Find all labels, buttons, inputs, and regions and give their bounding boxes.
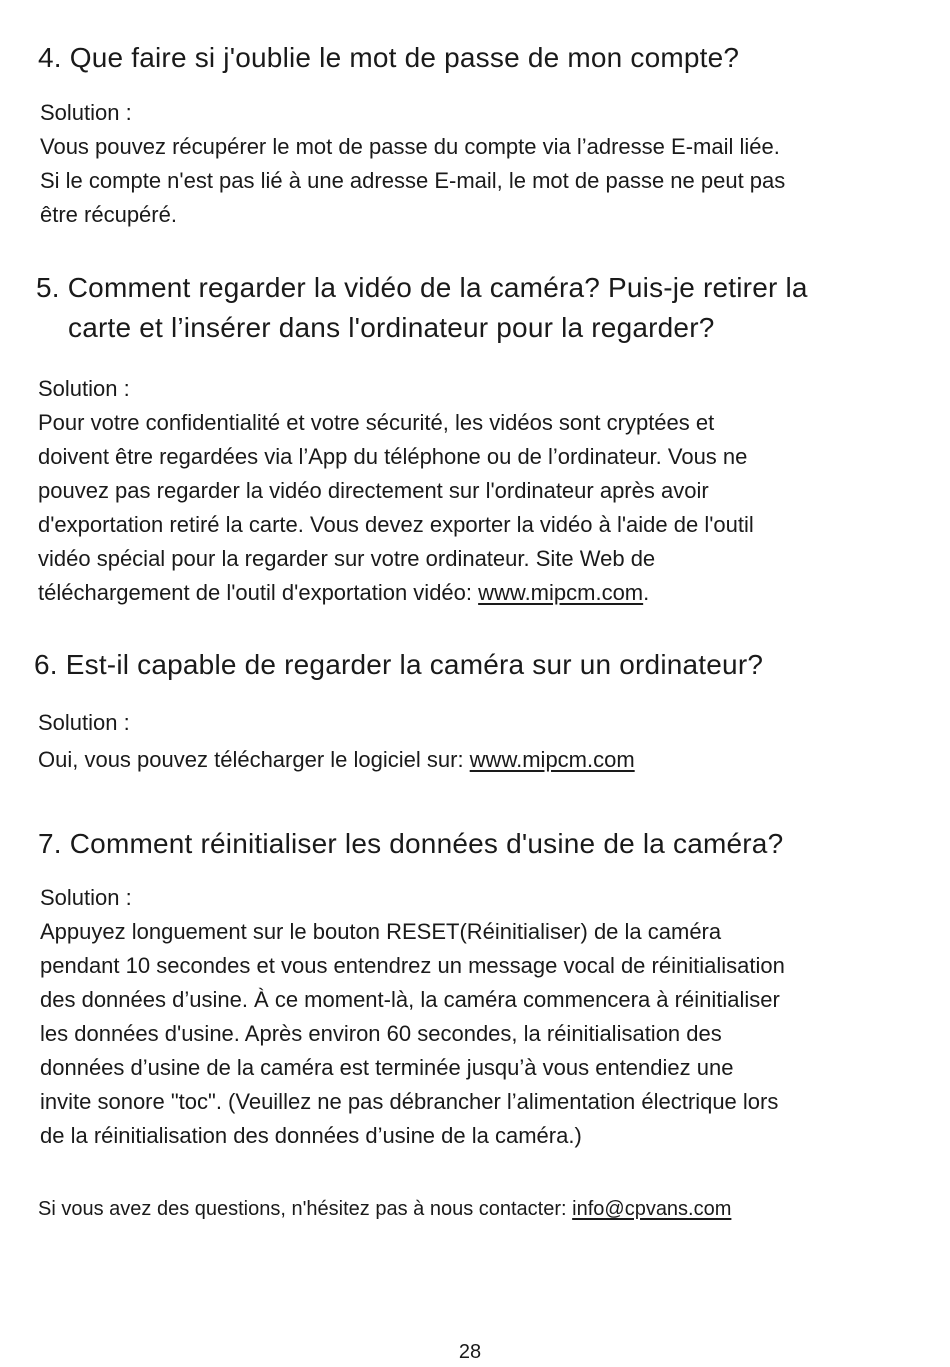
answer-text-suffix: . [643,580,650,605]
contact-email-link[interactable]: info@cpvans.com [572,1198,732,1220]
contact-note [38,1194,731,1224]
section-6-heading [34,645,763,685]
section-7-title: Comment réinitialiser les données d'usine de la caméra? [69,828,784,859]
answer-line-with-link [38,743,918,777]
answer-text: téléchargement de l'outil d'exportation vidéo: [38,580,479,605]
section-4-solution-label: Solution : [40,100,132,125]
contact-text: Si vous avez des questions, n'hésitez pas à nous contacter: [38,1198,573,1220]
section-7-answer [40,915,920,1153]
section-7-heading [38,824,783,864]
answer-line: doivent être regardées via l’App du téléphone ou de l’ordinateur. Vous ne [38,444,748,469]
mipcm-link[interactable]: www.mipcm.com [469,747,635,772]
answer-text: Oui, vous pouvez télécharger le logiciel sur: [38,747,470,772]
page-number: 28 [458,1341,482,1363]
answer-line: données d’usine de la caméra est terminée jusqu’à vous entendiez une [40,1055,734,1080]
answer-line: Vous pouvez récupérer le mot de passe du compte via l’adresse E-mail liée. [40,134,780,159]
answer-line: vidéo spécial pour la regarder sur votre ordinateur. Site Web de [38,546,656,571]
section-7-number: 7. [38,828,62,859]
answer-line: les données d'usine. Après environ 60 secondes, la réinitialisation des [40,1021,722,1046]
answer-line: Si le compte n'est pas lié à une adresse E-mail, le mot de passe ne peut pas [40,168,786,193]
section-5-answer [38,406,918,610]
answer-line: être récupéré. [40,202,177,227]
section-6-title: Est-il capable de regarder la caméra sur un ordinateur? [65,649,764,680]
section-6-number: 6. [34,649,58,680]
section-4-number: 4. [38,42,62,73]
section-6-solution-label: Solution : [38,710,130,735]
answer-line: d'exportation retiré la carte. Vous devez exporter la vidéo à l'aide de l'outil [38,512,754,537]
section-5-title-line1: Comment regarder la vidéo de la caméra? Puis-je retirer la [67,272,808,303]
mipcm-link[interactable]: www.mipcm.com [478,580,644,605]
answer-line: de la réinitialisation des données d’usine de la caméra.) [40,1123,582,1148]
section-5-title-line2: carte et l’insérer dans l'ordinateur pour la regarder? [68,312,715,343]
answer-line-with-link [38,576,918,610]
section-7-solution-label: Solution : [40,885,132,910]
answer-line: pouvez pas regarder la vidéo directement sur l'ordinateur après avoir [38,478,709,503]
section-4-answer [40,130,920,232]
section-4-title: Que faire si j'oublie le mot de passe de mon compte? [69,42,740,73]
answer-line: Appuyez longuement sur le bouton RESET(Réinitialiser) de la caméra [40,919,722,944]
answer-line: pendant 10 secondes et vous entendrez un message vocal de réinitialisation [40,953,785,978]
answer-line: des données d’usine. À ce moment-là, la caméra commencera à réinitialiser [40,987,780,1012]
answer-line: invite sonore "toc". (Veuillez ne pas débrancher l’alimentation électrique lors [40,1089,779,1114]
section-5-number: 5. [36,272,60,303]
answer-line: Pour votre confidentialité et votre sécurité, les vidéos sont cryptées et [38,410,715,435]
section-6-answer [38,743,918,777]
section-5-solution-label: Solution : [38,376,130,401]
section-4-heading [38,38,739,78]
section-5-heading [36,268,808,348]
